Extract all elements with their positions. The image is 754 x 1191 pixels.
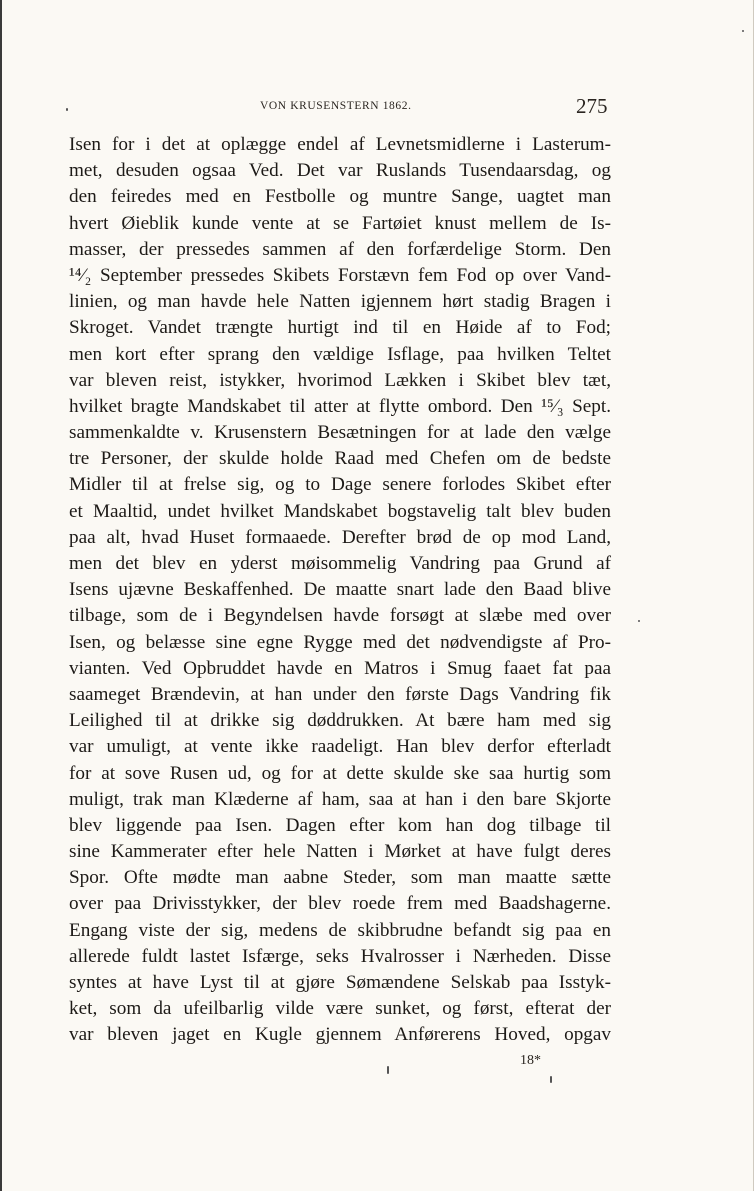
running-title: VON KRUSENSTERN 1862. — [260, 100, 412, 112]
scan-speck — [638, 620, 640, 622]
scan-speck — [387, 1066, 389, 1074]
text-line: saameget Brændevin, at han under den første Dags Vandring fik — [69, 683, 611, 705]
text-line: Isen, og belæsse sine egne Rygge med det nødvendigste af Pro- — [69, 631, 611, 653]
text-line: var bleven reist, istykker, hvorimod Lækken i Skibet blev tæt, — [69, 369, 611, 391]
text-line: men det blev en yderst møisommelig Vandring paa Grund af — [69, 553, 611, 574]
page-header — [2, 96, 754, 126]
text-line: sine Kammerater efter hele Natten i Mørket at have fulgt deres — [69, 841, 611, 863]
text-line: tre Personer, der skulde holde Raad med Chefen om de bedste — [69, 448, 611, 470]
text-line: ¹⁴⁄₂ September pressedes Skibets Forstævn fem Fod op over Vand- — [69, 264, 611, 286]
text-line: masser, der pressedes sammen af den forfærdelige Storm. Den — [69, 238, 611, 260]
text-line: muligt, trak man Klæderne af ham, saa at han i den bare Skjorte — [69, 788, 611, 810]
text-line: blev liggende paa Isen. Dagen efter kom han dog tilbage til — [69, 814, 611, 836]
text-line: Leilighed til at drikke sig døddrukken. At bære ham med sig — [69, 710, 611, 732]
text-line: tilbage, som de i Begyndelsen havde forsøgt at slæbe med over — [69, 605, 611, 627]
text-line: linien, og man havde hele Natten igjennem hørt stadig Bragen i — [69, 291, 611, 313]
text-line: vianten. Ved Opbruddet havde en Matros i Smug faaet fat paa — [69, 657, 611, 679]
text-line: den feiredes med en Festbolle og muntre Sange, uagtet man — [69, 186, 611, 208]
text-line: met, desuden ogsaa Ved. Det var Ruslands Tusendaarsdag, og — [69, 160, 611, 182]
text-line: Midler til at frelse sig, og to Dage senere forlodes Skibet efter — [69, 474, 611, 496]
text-line: over paa Drivisstykker, der blev roede frem med Baadshagerne. — [69, 893, 611, 915]
text-line: syntes at have Lyst til at gjøre Sømændene Selskab paa Isstyk- — [69, 972, 611, 993]
text-line: Isens ujævne Beskaffenhed. De maatte snart lade den Baad blive — [69, 579, 611, 601]
text-line: Skroget. Vandet trængte hurtigt ind til en Høide af to Fod; — [69, 317, 611, 339]
text-line: for at sove Rusen ud, og for at dette skulde ske saa hurtig som — [69, 762, 611, 784]
text-line: et Maaltid, undet hvilket Mandskabet bogstavelig talt blev buden — [69, 500, 611, 522]
text-line: Isen for i det at oplægge endel af Levnetsmidlerne i Lasterum- — [69, 134, 611, 155]
text-line: paa alt, hvad Huset formaaede. Derefter brød de op mod Land, — [69, 526, 611, 548]
text-line: ket, som da ufeilbarlig vilde være sunket, og først, efterat der — [69, 998, 611, 1020]
text-line: var umuligt, at vente ikke raadeligt. Han blev derfor efterladt — [69, 736, 611, 758]
body-text — [69, 132, 611, 1049]
text-line: men kort efter sprang den vældige Isflage, paa hvilken Teltet — [69, 343, 611, 365]
signature-mark: 18* — [520, 1053, 541, 1068]
scan-speck — [742, 30, 744, 32]
text-line: Spor. Ofte mødte man aabne Steder, som man maatte sætte — [69, 867, 611, 889]
text-line: sammenkaldte v. Krusenstern Besætningen for at lade den vælge — [69, 422, 611, 444]
scan-speck — [66, 108, 68, 111]
text-line: Engang viste der sig, medens de skibbrudne befandt sig paa en — [69, 919, 611, 941]
scan-speck — [550, 1076, 552, 1083]
text-line: hvert Øieblik kunde vente at se Fartøiet knust mellem de Is- — [69, 212, 611, 234]
text-line: allerede fuldt lastet Isfærge, seks Hvalrosser i Nærheden. Disse — [69, 945, 611, 967]
text-line: hvilket bragte Mandskabet til atter at flytte ombord. Den ¹⁵⁄₃ Sept. — [69, 395, 611, 417]
text-line: var bleven jaget en Kugle gjennem Anførerens Hoved, opgav — [69, 1024, 611, 1046]
page-number: 275 — [576, 94, 608, 118]
